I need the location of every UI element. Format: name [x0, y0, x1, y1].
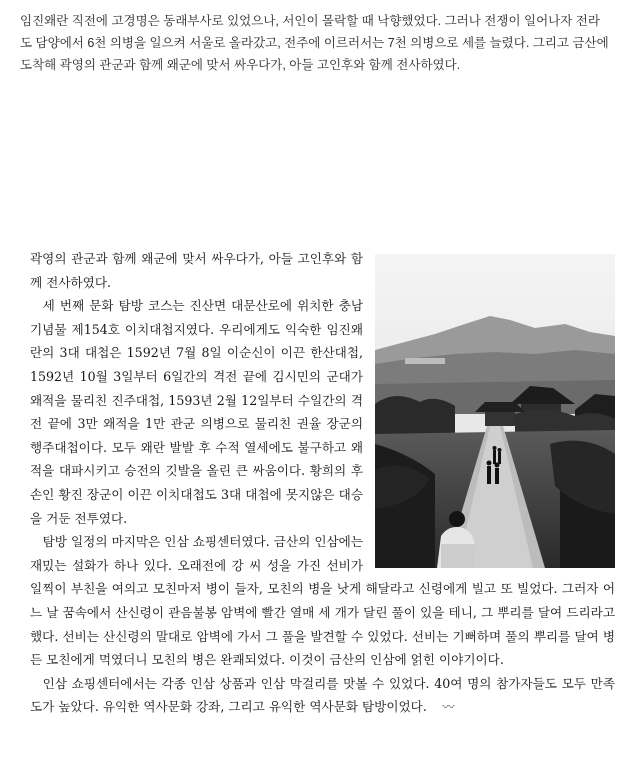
article-paragraph-4	[30, 672, 615, 720]
intro-note	[20, 10, 610, 76]
article-paragraph-4-text: 인삼 쇼핑센터에서는 각종 인삼 상품과 인삼 막걸리를 맛볼 수 있었다. 40여 명의 참가자들도 모두 만족도가 높았다. 유익한 역사문화 강좌, 그리고 유익한 역사문화 탐방이었다.	[30, 675, 615, 715]
article-paragraph-3: 탐방 일정의 마지막은 인삼 쇼핑센터였다. 금산의 인삼에는 재밌는 설화가 하나 있다. 오래전에 강 씨 성을 가진 선비가 일찍이 부친을 여의고 모친마저 병이 들자, 모친의 병을 낫게 해달라고 신령에게 빌고 또 빌었다. 그러자 어느 날 꿈속에서 산신령이 관음불봉 암벽에 빨간 열매 세 개가 달린 풀이 있을 테니, 그 뿌리를 달여 드리라고 했다. 선비는 산신령의 말대로 암벽에 가서 그 풀을 발견할 수 있었다. 선비는 기뻐하며 풀의 뿌리를 달여 병든 모친에게 먹였더니 모친의 병은 완쾌되었다. 이것이 금산의 인삼에 얽힌 이야기이다.	[30, 534, 615, 668]
article-paragraph-2: 세 번째 문화 탐방 코스는 진산면 대문산로에 위치한 충남 기념물 제154호 이치대첩지였다. 우리에게도 익숙한 임진왜란의 3대 대첩은 1592년 7월 8일 이순신이 이끈 한산대첩, 1592년 10월 3일부터 6일간의 격전 끝에 김시민의 군대가 왜적을 물리친 진주대첩, 1593년 2월 12일부터 수일간의 격전 끝에 3만 왜적을 1만 관군 의병으로 물리친 권율 장군의 행주대첩이다. 모두 왜란 발발 후 수적 열세에도 불구하고 왜적을 대파시키고 승전의 깃발을 올린 큰 싸움이다. 황희의 후손인 황진 장군이 이끈 이치대첩도 3대 대첩에 못지않은 대승을 거둔 전투였다.	[30, 298, 363, 526]
article-paragraph-1: 곽영의 관군과 함께 왜군에 맞서 싸우다가, 아들 고인후와 함께 전사하였다.	[30, 251, 363, 290]
temple-gate-landscape-photo	[375, 254, 615, 568]
article-body	[30, 247, 615, 720]
end-mark-icon: 〰	[442, 700, 455, 715]
intro-text: 임진왜란 직전에 고경명은 동래부사로 있었으나, 서인이 몰락할 때 낙향했었다. 그러나 전쟁이 일어나자 전라도 담양에서 6천 의병을 일으켜 서울로 올라갔고, 전주에 이르러서는 7천 의병으로 세를 늘렸다. 그리고 금산에 도착해 곽영의 관군과 함께 왜군에 맞서 싸우다가, 아들 고인후와 함께 전사하였다.	[20, 14, 609, 72]
